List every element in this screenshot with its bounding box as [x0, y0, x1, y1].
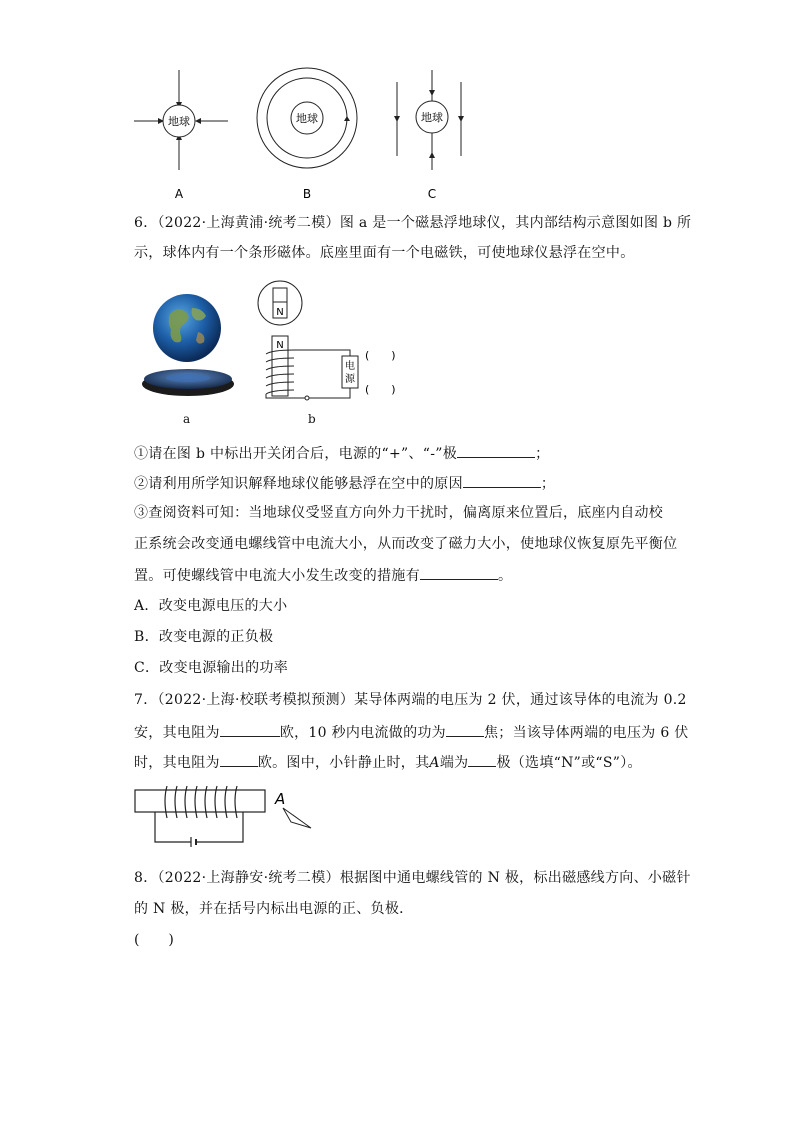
maglev-structure-diagram — [250, 278, 410, 428]
switch-icon — [305, 396, 309, 400]
answer-blank-2[interactable] — [463, 474, 541, 488]
figure-a — [134, 70, 228, 170]
answer-blank-4[interactable] — [220, 723, 280, 737]
power-bracket-top: ( ) — [365, 349, 396, 362]
q7-line2: 安，其电阻为 欧，10 秒内电流做的功为 焦；当该导体两端的电压为 6 伏 — [134, 725, 689, 741]
power-char1: 电 — [345, 361, 355, 372]
q6-option-c[interactable]: C．改变电源输出的功率 — [134, 660, 289, 676]
maglev-globe-image — [140, 292, 240, 410]
q8-line1: 8．（2022·上海静安·统考二模）根据图中通电螺线管的 N 极，标出磁感线方向、小磁针 — [134, 870, 691, 886]
q6-option-a[interactable]: A．改变电源电压的大小 — [134, 598, 288, 614]
q7-line1: 7．（2022·上海·校联考模拟预测）某导体两端的电压为 2 伏，通过该导体的电流为 0.2 — [134, 692, 687, 708]
q7-line3: 时，其电阻为 欧。图中，小针静止时，其A端为 极（选填“N”或“S”）。 — [134, 755, 642, 771]
q6-line1: 6．（2022·上海黄浦·统考二模）图 a 是一个磁悬浮地球仪，其内部结构示意图如图 b 所 — [134, 215, 692, 231]
q8-line2: 的 N 极，并在括号内标出电源的正、负极． — [134, 901, 414, 917]
q6-sub2: ②请利用所学知识解释地球仪能够悬浮在空中的原因 ； — [134, 476, 556, 492]
solenoid-tube — [135, 790, 265, 812]
answer-blank-6[interactable] — [220, 753, 258, 767]
globe-sphere-icon — [153, 294, 221, 362]
figure-label-b: B — [302, 187, 312, 201]
earth-label-c: 地球 — [421, 111, 443, 124]
q6-sub3-line1: ③查阅资料可知：当地球仪受竖直方向外力干扰时，偏离原来位置后，底座内自动校 — [134, 505, 664, 521]
figure-label-a: A — [174, 187, 184, 201]
compass-end-label: A — [275, 790, 286, 808]
q6-sub3-line2: 正系统会改变通电螺线管中电流大小，从而改变了磁力大小，使地球仪恢复原先平衡位 — [134, 536, 678, 552]
figure-label-c: C — [427, 187, 437, 201]
q8-bracket[interactable]: ( ) — [134, 932, 175, 948]
answer-blank-1[interactable] — [457, 444, 535, 458]
magnet-pole-label: N — [276, 307, 284, 318]
figure-c — [394, 70, 464, 170]
figure-b — [257, 68, 357, 168]
coil-pole-label: N — [276, 340, 284, 351]
power-bracket-bottom: ( ) — [365, 383, 396, 396]
figure-a-caption: a — [183, 412, 191, 426]
earth-label-a: 地球 — [168, 115, 190, 128]
q6-sub1: ①请在图 b 中标出开关闭合后，电源的“+”、“-”极 ； — [134, 446, 550, 462]
answer-blank-7[interactable] — [468, 753, 496, 767]
power-char2: 源 — [345, 374, 355, 385]
earth-field-figures — [120, 60, 500, 210]
answer-blank-5[interactable] — [446, 723, 484, 737]
earth-label-b: 地球 — [296, 112, 318, 125]
q6-line2: 示，球体内有一个条形磁体。底座里面有一个电磁铁，可使地球仪悬浮在空中。 — [134, 245, 635, 261]
q6-sub3-line3: 置。可使螺线管中电流大小发生改变的措施有 。 — [134, 568, 513, 584]
solenoid-compass-diagram — [133, 782, 323, 862]
figure-b-caption: b — [308, 412, 316, 426]
q6-option-b[interactable]: B．改变电源的正负极 — [134, 629, 274, 645]
answer-blank-3[interactable] — [420, 566, 498, 580]
